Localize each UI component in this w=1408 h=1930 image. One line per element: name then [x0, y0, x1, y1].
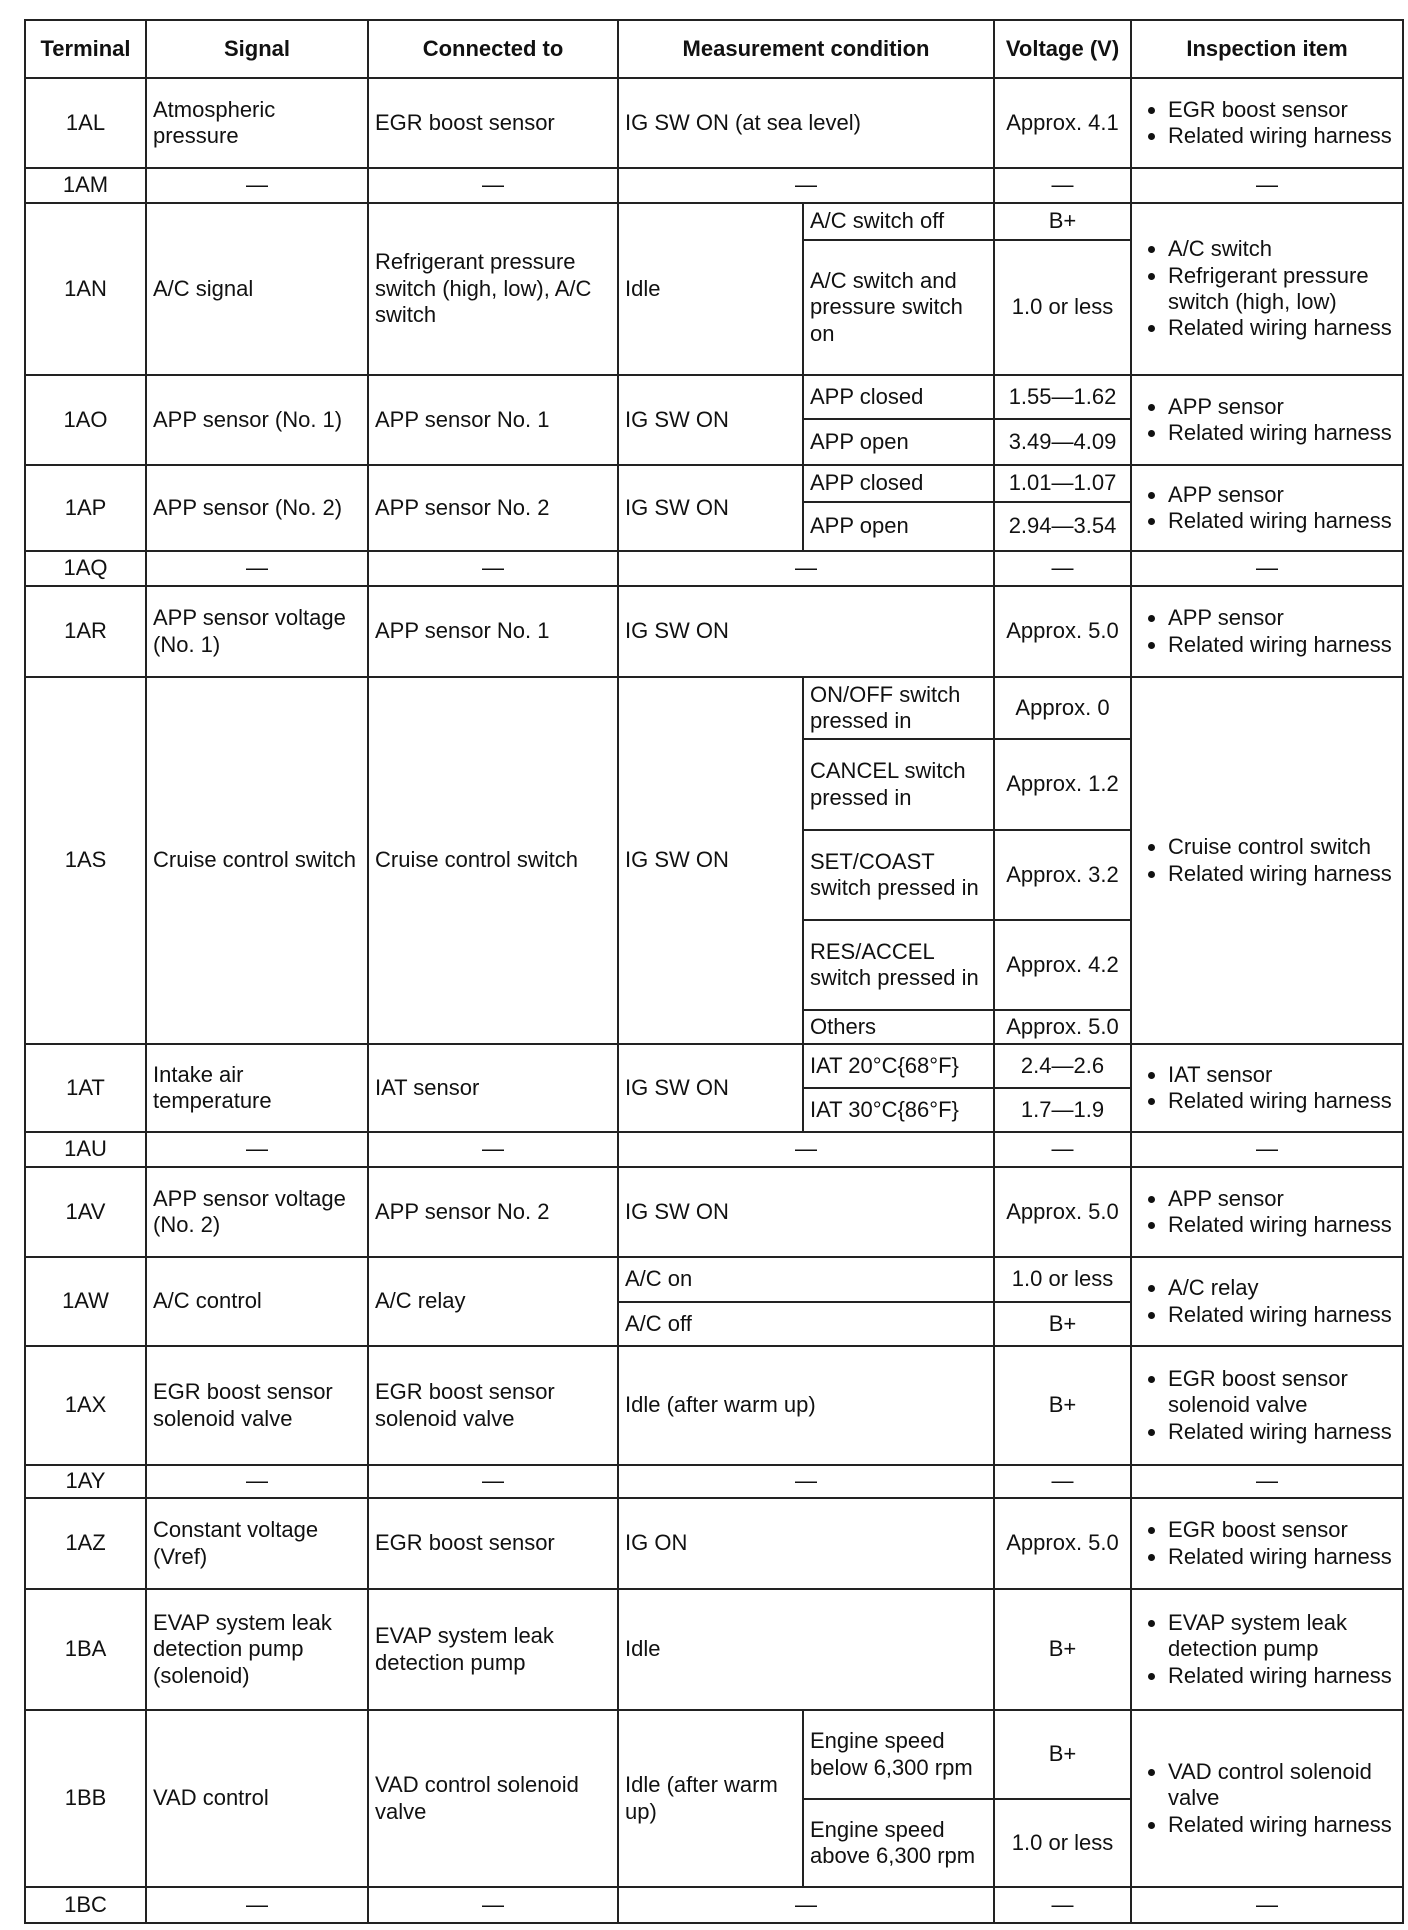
terminal-cell: 1AP	[25, 465, 146, 551]
table-row	[25, 1044, 1403, 1088]
voltage-cell: —	[994, 168, 1131, 203]
inspection-item: • Related wiring harness	[1168, 420, 1396, 446]
inspection-item: • Related wiring harness	[1168, 508, 1396, 534]
table-row	[25, 551, 1403, 586]
sub-condition-cell: CANCEL switch pressed in	[803, 739, 994, 830]
table-row	[25, 465, 1403, 502]
inspection-list	[1138, 1186, 1396, 1239]
table-row	[25, 1167, 1403, 1257]
signal-cell: Atmospheric pressure	[146, 78, 368, 168]
connected-to-cell: APP sensor No. 1	[368, 375, 618, 465]
inspection-cell	[1131, 1346, 1403, 1465]
table-row	[25, 1257, 1403, 1302]
signal-cell: A/C signal	[146, 203, 368, 375]
inspection-cell	[1131, 375, 1403, 465]
sub-condition-cell: APP open	[803, 502, 994, 551]
signal-cell: —	[146, 551, 368, 586]
sub-condition-cell: IAT 20°C{68°F}	[803, 1044, 994, 1088]
connected-to-cell: APP sensor No. 2	[368, 465, 618, 551]
condition-cell: —	[618, 551, 994, 586]
voltage-cell: —	[994, 1132, 1131, 1167]
connected-to-cell: —	[368, 551, 618, 586]
connected-to-cell: EVAP system leak detection pump	[368, 1589, 618, 1710]
voltage-cell: B+	[994, 203, 1131, 240]
sub-condition-cell: IAT 30°C{86°F}	[803, 1088, 994, 1132]
signal-cell: EGR boost sensor solenoid valve	[146, 1346, 368, 1465]
connected-to-cell: EGR boost sensor	[368, 78, 618, 168]
signal-cell: —	[146, 168, 368, 203]
connected-to-cell: —	[368, 168, 618, 203]
inspection-cell	[1131, 203, 1403, 375]
connected-to-cell: IAT sensor	[368, 1044, 618, 1132]
inspection-list	[1138, 1366, 1396, 1445]
connected-to-cell: EGR boost sensor	[368, 1498, 618, 1589]
inspection-item: • Related wiring harness	[1168, 1419, 1396, 1445]
voltage-cell: Approx. 1.2	[994, 739, 1131, 830]
inspection-item: • Related wiring harness	[1168, 1088, 1396, 1114]
condition-cell: IG SW ON	[618, 465, 803, 551]
inspection-item: • EGR boost sensor	[1168, 1517, 1396, 1543]
table-row	[25, 375, 1403, 419]
inspection-item: • EGR boost sensor solenoid valve	[1168, 1366, 1396, 1419]
voltage-cell: B+	[994, 1589, 1131, 1710]
inspection-cell	[1131, 78, 1403, 168]
connected-to-cell: —	[368, 1132, 618, 1167]
inspection-list	[1138, 1517, 1396, 1570]
voltage-cell: Approx. 5.0	[994, 1010, 1131, 1044]
connected-to-cell: APP sensor No. 1	[368, 586, 618, 677]
voltage-cell: —	[994, 1465, 1131, 1498]
table-row	[25, 1132, 1403, 1167]
sub-condition-cell: Others	[803, 1010, 994, 1044]
inspection-cell	[1131, 1498, 1403, 1589]
inspection-item: • IAT sensor	[1168, 1062, 1396, 1088]
inspection-cell: —	[1131, 1887, 1403, 1923]
terminal-cell: 1BA	[25, 1589, 146, 1710]
inspection-list	[1138, 97, 1396, 150]
connected-to-cell: Refrigerant pressure switch (high, low), A/C switch	[368, 203, 618, 375]
sub-condition-cell: APP closed	[803, 375, 994, 419]
table-row	[25, 1710, 1403, 1799]
signal-cell: Cruise control switch	[146, 677, 368, 1044]
voltage-cell: Approx. 5.0	[994, 1167, 1131, 1257]
condition-cell: IG SW ON	[618, 375, 803, 465]
inspection-item: • Related wiring harness	[1168, 632, 1396, 658]
inspection-item: • Related wiring harness	[1168, 1302, 1396, 1328]
condition-cell: —	[618, 168, 994, 203]
inspection-list	[1138, 605, 1396, 658]
header-row	[25, 20, 1403, 78]
table-row	[25, 1465, 1403, 1498]
header-inspection-item: Inspection item	[1131, 20, 1403, 78]
header-voltage: Voltage (V)	[994, 20, 1131, 78]
signal-cell: APP sensor (No. 1)	[146, 375, 368, 465]
table-row	[25, 78, 1403, 168]
signal-cell: VAD control	[146, 1710, 368, 1887]
table-row	[25, 586, 1403, 677]
inspection-item: • APP sensor	[1168, 1186, 1396, 1212]
inspection-cell: —	[1131, 551, 1403, 586]
inspection-item: • APP sensor	[1168, 482, 1396, 508]
sub-condition-cell: APP open	[803, 419, 994, 465]
table-row	[25, 1498, 1403, 1589]
inspection-list	[1138, 1610, 1396, 1689]
voltage-cell: B+	[994, 1346, 1131, 1465]
inspection-cell: —	[1131, 1465, 1403, 1498]
table-row	[25, 1589, 1403, 1710]
condition-cell: Idle (after warm up)	[618, 1346, 994, 1465]
signal-cell: A/C control	[146, 1257, 368, 1346]
terminal-cell: 1AR	[25, 586, 146, 677]
sub-condition-cell: A/C switch off	[803, 203, 994, 240]
inspection-cell	[1131, 1167, 1403, 1257]
inspection-cell: —	[1131, 1132, 1403, 1167]
voltage-cell: Approx. 4.2	[994, 920, 1131, 1010]
table-row	[25, 1346, 1403, 1465]
connected-to-cell: EGR boost sensor solenoid valve	[368, 1346, 618, 1465]
voltage-cell: 1.0 or less	[994, 1257, 1131, 1302]
signal-cell: APP sensor voltage (No. 2)	[146, 1167, 368, 1257]
inspection-item: • A/C switch	[1168, 236, 1396, 262]
terminal-cell: 1AQ	[25, 551, 146, 586]
voltage-cell: —	[994, 551, 1131, 586]
terminal-cell: 1BB	[25, 1710, 146, 1887]
condition-cell: Idle (after warm up)	[618, 1710, 803, 1887]
inspection-item: • Related wiring harness	[1168, 861, 1396, 887]
sub-condition-cell: SET/COAST switch pressed in	[803, 830, 994, 920]
signal-cell: —	[146, 1887, 368, 1923]
sub-condition-cell: A/C switch and pressure switch on	[803, 240, 994, 375]
inspection-item: • Refrigerant pressure switch (high, low)	[1168, 263, 1396, 316]
terminal-cell: 1AV	[25, 1167, 146, 1257]
inspection-list	[1138, 1275, 1396, 1328]
inspection-item: • Related wiring harness	[1168, 1212, 1396, 1238]
voltage-cell: Approx. 5.0	[994, 586, 1131, 677]
voltage-cell: 2.94—3.54	[994, 502, 1131, 551]
condition-cell: —	[618, 1465, 994, 1498]
inspection-list	[1138, 394, 1396, 447]
signal-cell: Intake air temperature	[146, 1044, 368, 1132]
connected-to-cell: —	[368, 1887, 618, 1923]
voltage-cell: B+	[994, 1710, 1131, 1799]
condition-cell: Idle	[618, 203, 803, 375]
inspection-item: • Related wiring harness	[1168, 123, 1396, 149]
signal-cell: APP sensor voltage (No. 1)	[146, 586, 368, 677]
voltage-cell: 3.49—4.09	[994, 419, 1131, 465]
inspection-item: • EGR boost sensor	[1168, 97, 1396, 123]
inspection-cell	[1131, 677, 1403, 1044]
voltage-cell: 1.55—1.62	[994, 375, 1131, 419]
header-measurement-condition: Measurement condition	[618, 20, 994, 78]
inspection-cell	[1131, 586, 1403, 677]
table-row	[25, 1887, 1403, 1923]
voltage-cell: 1.01—1.07	[994, 465, 1131, 502]
inspection-list	[1138, 834, 1396, 887]
terminal-cell: 1AN	[25, 203, 146, 375]
signal-cell: EVAP system leak detection pump (solenoid)	[146, 1589, 368, 1710]
terminal-cell: 1AM	[25, 168, 146, 203]
voltage-cell: —	[994, 1887, 1131, 1923]
condition-cell: IG SW ON	[618, 677, 803, 1044]
inspection-item: • APP sensor	[1168, 394, 1396, 420]
inspection-item: • Related wiring harness	[1168, 1544, 1396, 1570]
inspection-item: • VAD control solenoid valve	[1168, 1759, 1396, 1812]
signal-cell: APP sensor (No. 2)	[146, 465, 368, 551]
connected-to-cell: —	[368, 1465, 618, 1498]
table-row	[25, 677, 1403, 739]
sub-condition-cell: A/C on	[618, 1257, 994, 1302]
sub-condition-cell: Engine speed above 6,300 rpm	[803, 1799, 994, 1887]
sub-condition-cell: RES/ACCEL switch pressed in	[803, 920, 994, 1010]
inspection-cell	[1131, 1044, 1403, 1132]
inspection-cell: —	[1131, 168, 1403, 203]
sub-condition-cell: A/C off	[618, 1302, 994, 1346]
voltage-cell: B+	[994, 1302, 1131, 1346]
inspection-item: • Related wiring harness	[1168, 1812, 1396, 1838]
signal-cell: —	[146, 1465, 368, 1498]
voltage-cell: 1.7—1.9	[994, 1088, 1131, 1132]
sub-condition-cell: ON/OFF switch pressed in	[803, 677, 994, 739]
terminal-cell: 1AZ	[25, 1498, 146, 1589]
condition-cell: IG ON	[618, 1498, 994, 1589]
inspection-item: • EVAP system leak detection pump	[1168, 1610, 1396, 1663]
inspection-cell	[1131, 465, 1403, 551]
terminal-cell: 1AT	[25, 1044, 146, 1132]
voltage-cell: Approx. 5.0	[994, 1498, 1131, 1589]
connected-to-cell: A/C relay	[368, 1257, 618, 1346]
inspection-list	[1138, 1062, 1396, 1115]
signal-cell: —	[146, 1132, 368, 1167]
terminal-cell: 1AL	[25, 78, 146, 168]
terminal-cell: 1AX	[25, 1346, 146, 1465]
table-row	[25, 203, 1403, 240]
inspection-cell	[1131, 1257, 1403, 1346]
voltage-cell: Approx. 3.2	[994, 830, 1131, 920]
voltage-cell: Approx. 4.1	[994, 78, 1131, 168]
condition-cell: Idle	[618, 1589, 994, 1710]
terminal-cell: 1BC	[25, 1887, 146, 1923]
terminal-cell: 1AW	[25, 1257, 146, 1346]
terminal-cell: 1AU	[25, 1132, 146, 1167]
condition-cell: —	[618, 1887, 994, 1923]
voltage-cell: 2.4—2.6	[994, 1044, 1131, 1088]
table-row	[25, 168, 1403, 203]
voltage-cell: Approx. 0	[994, 677, 1131, 739]
header-terminal: Terminal	[25, 20, 146, 78]
header-signal: Signal	[146, 20, 368, 78]
signal-cell: Constant voltage (Vref)	[146, 1498, 368, 1589]
condition-cell: —	[618, 1132, 994, 1167]
sub-condition-cell: Engine speed below 6,300 rpm	[803, 1710, 994, 1799]
inspection-item: • Related wiring harness	[1168, 315, 1396, 341]
connected-to-cell: APP sensor No. 2	[368, 1167, 618, 1257]
inspection-item: • APP sensor	[1168, 605, 1396, 631]
inspection-list	[1138, 1759, 1396, 1838]
condition-cell: IG SW ON	[618, 1167, 994, 1257]
sub-condition-cell: APP closed	[803, 465, 994, 502]
inspection-list	[1138, 236, 1396, 342]
inspection-item: • A/C relay	[1168, 1275, 1396, 1301]
voltage-cell: 1.0 or less	[994, 240, 1131, 375]
terminal-voltage-table	[24, 19, 1404, 1924]
terminal-cell: 1AS	[25, 677, 146, 1044]
inspection-cell	[1131, 1710, 1403, 1887]
connected-to-cell: VAD control solenoid valve	[368, 1710, 618, 1887]
condition-cell: IG SW ON (at sea level)	[618, 78, 994, 168]
inspection-cell	[1131, 1589, 1403, 1710]
terminal-cell: 1AY	[25, 1465, 146, 1498]
inspection-item: • Related wiring harness	[1168, 1663, 1396, 1689]
inspection-item: • Cruise control switch	[1168, 834, 1396, 860]
terminal-cell: 1AO	[25, 375, 146, 465]
connected-to-cell: Cruise control switch	[368, 677, 618, 1044]
voltage-cell: 1.0 or less	[994, 1799, 1131, 1887]
header-connected-to: Connected to	[368, 20, 618, 78]
inspection-list	[1138, 482, 1396, 535]
condition-cell: IG SW ON	[618, 586, 994, 677]
condition-cell: IG SW ON	[618, 1044, 803, 1132]
